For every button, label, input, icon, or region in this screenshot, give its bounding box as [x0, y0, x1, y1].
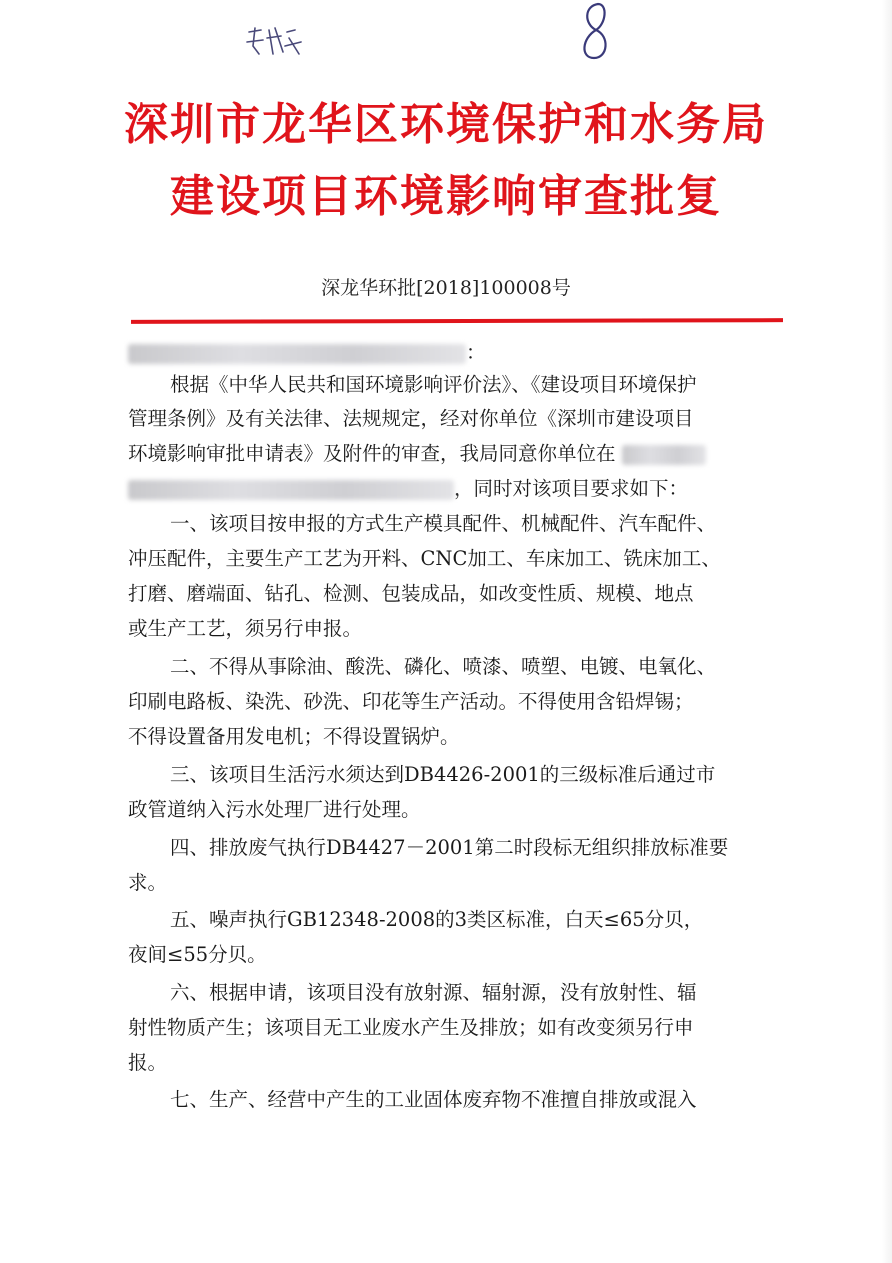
- redacted-address-part-1: [622, 445, 706, 465]
- item-4-line-2: 求。: [128, 871, 168, 894]
- scan-shadow-edge: [882, 0, 892, 1263]
- document-title-line-1: 深圳市龙华区环境保护和水务局: [124, 99, 768, 150]
- item-4-line-1: 四、排放废气执行DB4427－2001第二时段标无组织排放标准要: [170, 836, 729, 859]
- item-3-line-1: 三、该项目生活污水须达到DB4426-2001的三级标准后通过市: [170, 763, 716, 786]
- item-5-line-2: 夜间≤55分贝。: [128, 943, 267, 966]
- item-1-line-3: 打磨、磨端面、钻孔、检测、包装成品，如改变性质、规模、地点: [128, 582, 694, 605]
- item-2-line-2: 印刷电路板、染洗、砂洗、印花等生产活动。不得使用含铅焊锡；: [128, 690, 694, 713]
- intro-line-4: [128, 476, 892, 502]
- item-1-line-4: 或生产工艺，须另行申报。: [128, 617, 363, 640]
- item-2-line-3: 不得设置备用发电机；不得设置锅炉。: [128, 725, 460, 748]
- item-6-line-1: 六、根据申请，该项目没有放射源、辐射源，没有放射性、辐: [170, 981, 697, 1004]
- handwritten-signature: [243, 24, 305, 60]
- handwritten-page-number: [574, 0, 614, 62]
- item-6-line-2: 射性物质产生；该项目无工业废水产生及排放；如有改变须另行申: [128, 1016, 694, 1039]
- item-6-line-3: 报。: [128, 1051, 168, 1074]
- item-1-line-2: 冲压配件，主要生产工艺为开料、CNC加工、车床加工、铣床加工、: [128, 547, 721, 570]
- intro-line-1: 根据《中华人民共和国环境影响评价法》、《建设项目环境保护: [170, 373, 697, 396]
- intro-line-2: 管理条例》及有关法律、法规规定，经对你单位《深圳市建设项目: [128, 407, 694, 430]
- intro-text-end: ，同时对该项目要求如下：: [454, 477, 689, 500]
- item-7-line-1: 七、生产、经营中产生的工业固体废弃物不准擅自排放或混入: [170, 1088, 697, 1111]
- red-rule-divider: [131, 318, 783, 324]
- item-1-line-1: 一、该项目按申报的方式生产模具配件、机械配件、汽车配件、: [170, 512, 717, 535]
- intro-text: 环境影响审批申请表》及附件的审查，我局同意你单位在: [128, 442, 616, 465]
- item-2-line-1: 二、不得从事除油、酸洗、磷化、喷漆、喷塑、电镀、电氧化、: [170, 655, 717, 678]
- intro-line-3: [128, 441, 892, 467]
- item-3-line-2: 政管道纳入污水处理厂进行处理。: [128, 798, 421, 821]
- redacted-address: [128, 480, 454, 500]
- document-number: 深龙华环批[2018]100008号: [321, 277, 571, 299]
- redacted-recipient-name: [128, 344, 466, 364]
- recipient-colon: ：: [466, 341, 486, 364]
- item-5-line-1: 五、噪声执行GB12348-2008的3类区标准，白天≤65分贝，: [170, 908, 704, 931]
- document-title-line-2: 建设项目环境影响审查批复: [170, 171, 722, 222]
- recipient-line: [128, 340, 892, 366]
